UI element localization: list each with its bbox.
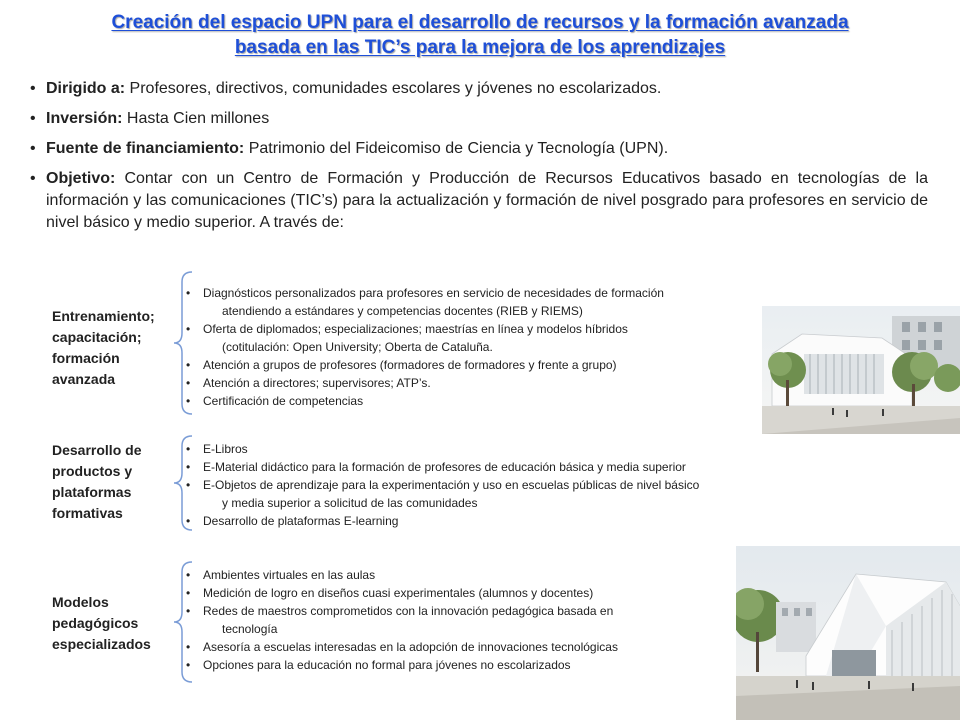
bullet-dirigido	[28, 78, 928, 100]
title-line-1: Creación del espacio UPN para el desarrollo de recursos y la formación avanzada	[111, 12, 849, 33]
section-label-line: pedagógicos	[52, 615, 139, 631]
section-list-modelos	[180, 566, 618, 674]
main-bullet-list	[28, 78, 928, 242]
list-item: • E-Objetos de aprendizaje para la experimentación y uso en escuelas públicas de nivel básico	[180, 476, 699, 494]
list-item-continuation: y media superior a solicitud de las comunidades	[222, 496, 478, 510]
bullet-label: Inversión:	[46, 110, 123, 127]
bullet-text: Patrimonio del Fideicomiso de Ciencia y Tecnología (UPN).	[244, 140, 669, 157]
section-label-modelos	[52, 592, 151, 655]
bullet-text: Contar con un Centro de Formación y Producción de Recursos Educativos basado en tecnologías de la información y las comunicaciones (TIC’s) para la actualización y formación de nivel posgrado para profesores en servicio de nivel básico y medio superior. A través de:	[46, 170, 928, 231]
section-label-entrenamiento	[52, 306, 155, 390]
bullet-label: Dirigido a:	[46, 80, 126, 97]
building-render-image-1	[762, 306, 960, 434]
list-item: • Ambientes virtuales en las aulas	[180, 566, 618, 584]
title-line-2: basada en las TIC’s para la mejora de los aprendizajes	[234, 37, 726, 58]
bullet-objetivo	[28, 168, 928, 234]
list-item: • Atención a directores; supervisores; ATP’s.	[180, 374, 664, 392]
bullet-text: Profesores, directivos, comunidades escolares y jóvenes no escolarizados.	[125, 80, 662, 97]
list-item: • E-Libros	[180, 440, 699, 458]
list-item-continuation: tecnología	[222, 622, 278, 636]
section-list-entrenamiento	[180, 284, 664, 410]
slide-title	[40, 10, 920, 60]
list-item: • Medición de logro en diseños cuasi experimentales (alumnos y docentes)	[180, 584, 618, 602]
section-label-line: Desarrollo de	[52, 442, 142, 458]
section-label-desarrollo	[52, 440, 141, 524]
list-item: • Atención a grupos de profesores (formadores de formadores y frente a grupo)	[180, 356, 664, 374]
section-label-line: formativas	[52, 505, 123, 521]
bullet-inversion	[28, 108, 928, 130]
list-item: • E-Material didáctico para la formación de profesores de educación básica y media superior	[180, 458, 699, 476]
list-item: • Opciones para la educación no formal para jóvenes no escolarizados	[180, 656, 618, 674]
section-label-line: Modelos	[52, 594, 109, 610]
section-label-line: formación	[52, 350, 120, 366]
section-label-line: especializados	[52, 636, 151, 652]
building-render-image-2	[736, 546, 960, 720]
list-item: • Diagnósticos personalizados para profesores en servicio de necesidades de formación	[180, 284, 664, 302]
list-item: • Certificación de competencias	[180, 392, 664, 410]
bullet-label: Objetivo:	[46, 170, 116, 187]
list-item: • Desarrollo de plataformas E-learning	[180, 512, 699, 530]
list-item: • Oferta de diplomados; especializaciones; maestrías en línea y modelos híbridos	[180, 320, 664, 338]
list-item-continuation: (cotitulación: Open University; Oberta de Cataluña.	[222, 340, 493, 354]
section-label-line: capacitación;	[52, 329, 142, 345]
list-item-continuation: atendiendo a estándares y competencias docentes (RIEB y RIEMS)	[222, 304, 583, 318]
bullet-text: Hasta Cien millones	[122, 110, 270, 127]
section-label-line: productos y	[52, 463, 133, 479]
section-label-line: avanzada	[52, 371, 116, 387]
bullet-label: Fuente de financiamiento:	[46, 140, 245, 157]
bullet-financiamiento	[28, 138, 928, 160]
section-label-line: plataformas	[52, 484, 132, 500]
section-label-line: Entrenamiento;	[52, 308, 155, 324]
list-item: • Asesoría a escuelas interesadas en la adopción de innovaciones tecnológicas	[180, 638, 618, 656]
list-item: • Redes de maestros comprometidos con la innovación pedagógica basada en	[180, 602, 618, 620]
section-list-desarrollo	[180, 440, 699, 530]
